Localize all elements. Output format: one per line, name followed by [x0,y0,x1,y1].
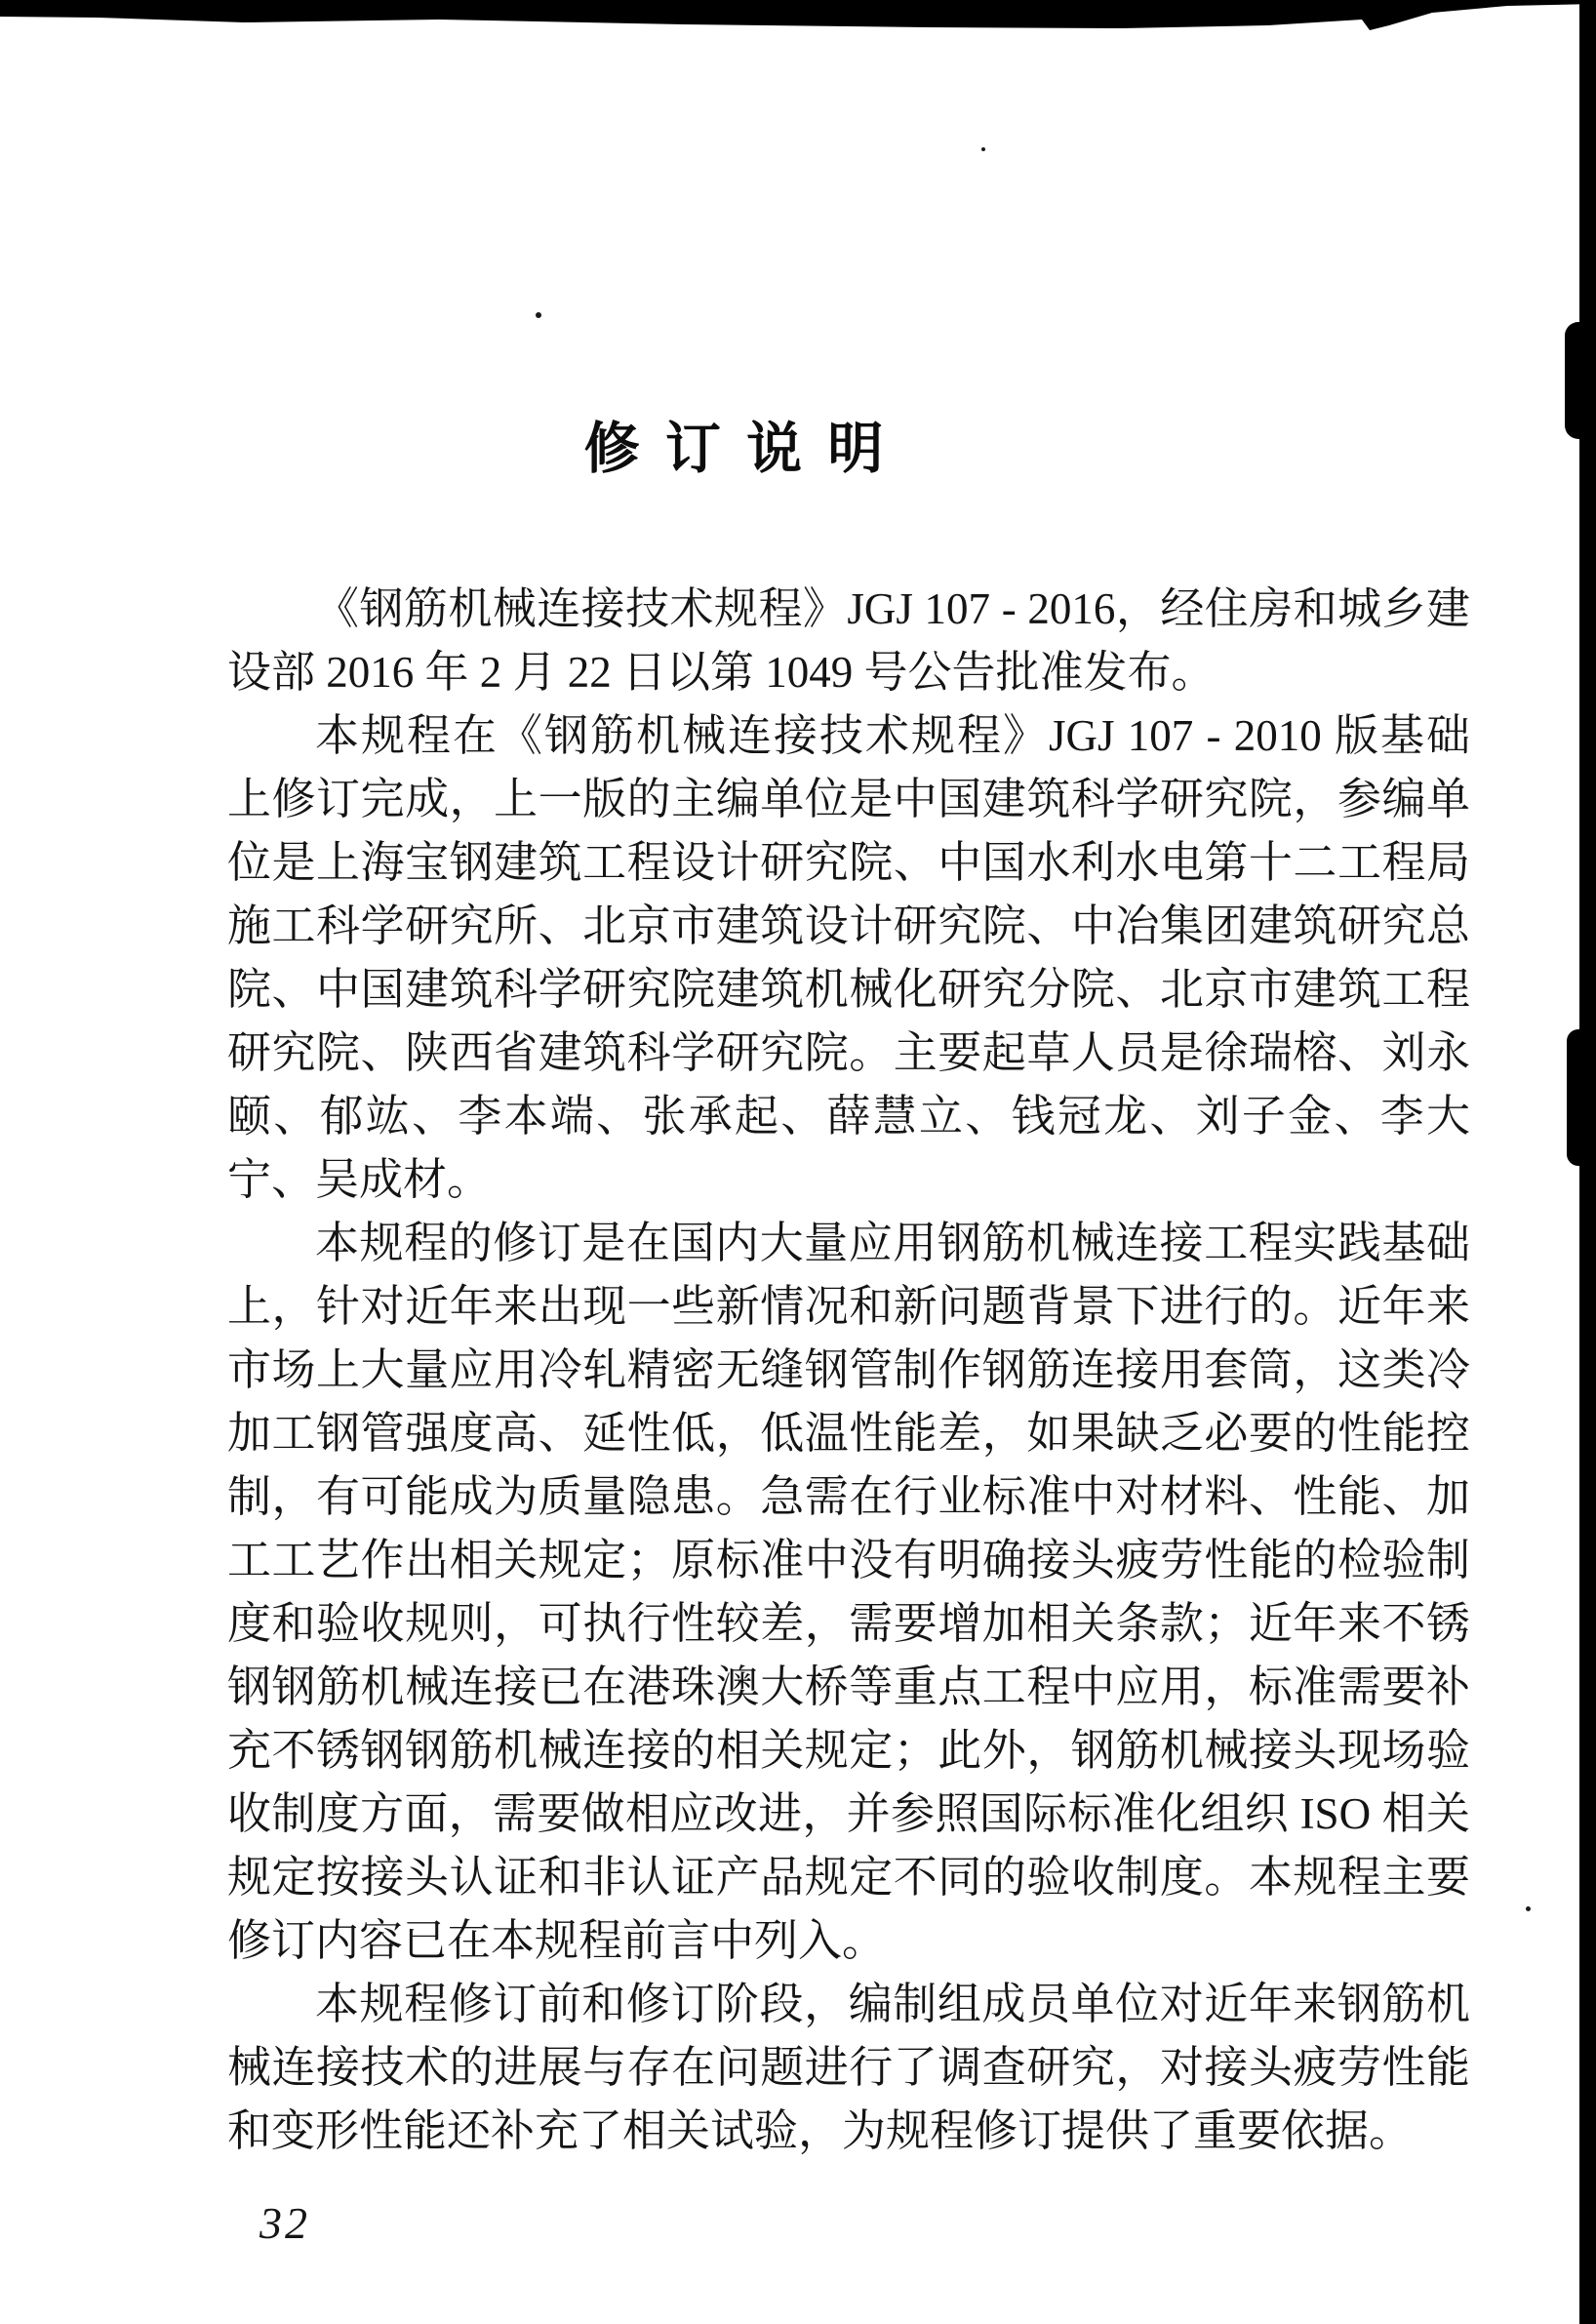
paragraph-4: 本规程修订前和修订阶段，编制组成员单位对近年来钢筋机械连接技术的进展与存在问题进行了调查研究，对接头疲劳性能和变形性能还补充了相关试验，为规程修订提供了重要依据。 [227,1980,1470,2155]
scan-speck [536,312,541,318]
scan-speck [1526,1906,1531,1911]
paragraph-1: 《钢筋机械连接技术规程》JGJ 107 - 2016，经住房和城乡建设部 2016 年 2 月 22 日以第 1049 号公告批准发布。 [227,584,1470,697]
scan-speck [981,147,985,151]
paragraph-2: 本规程在《钢筋机械连接技术规程》JGJ 107 - 2010 版基础上修订完成，上一版的主编单位是中国建筑科学研究院，参编单位是上海宝钢建筑工程设计研究院、中国水利水电第十二工程局施工科学研究所、北京市建筑设计研究院、中冶集团建筑研究总院、中国建筑科学研究院建筑机械化研究分院、北京市建筑工程研究院、陕西省建筑科学研究院。主要起草人员是徐瑞榕、刘永颐、郁竑、李本端、张承起、薛慧立、钱冠龙、刘子金、李大宁、吴成材。 [227,711,1470,1204]
scan-artifact-right-bump [1565,322,1588,439]
scan-artifact-right-bump [1567,1029,1588,1166]
paragraph-3: 本规程的修订是在国内大量应用钢筋机械连接工程实践基础上，针对近年来出现一些新情况和新问题背景下进行的。近年来市场上大量应用冷轧精密无缝钢管制作钢筋连接用套筒，这类冷加工钢管强度高、延性低，低温性能差，如果缺乏必要的性能控制，有可能成为质量隐患。急需在行业标准中对材料、性能、加工工艺作出相关规定；原标准中没有明确接头疲劳性能的检验制度和验收规则，可执行性较差，需要增加相关条款；近年来不锈钢钢筋机械连接已在港珠澳大桥等重点工程中应用，标准需要补充不锈钢钢筋机械连接的相关规定；此外，钢筋机械接头现场验收制度方面，需要做相应改进，并参照国际标准化组织 ISO 相关规定按接头认证和非认证产品规定不同的验收制度。本规程主要修订内容已在本规程前言中列入。 [227,1219,1470,1965]
scan-artifact-top-edge [0,0,1596,51]
page-number: 32 [259,2198,310,2248]
document-body [227,578,1470,2163]
page-title: 修 订 说 明 [583,419,890,480]
